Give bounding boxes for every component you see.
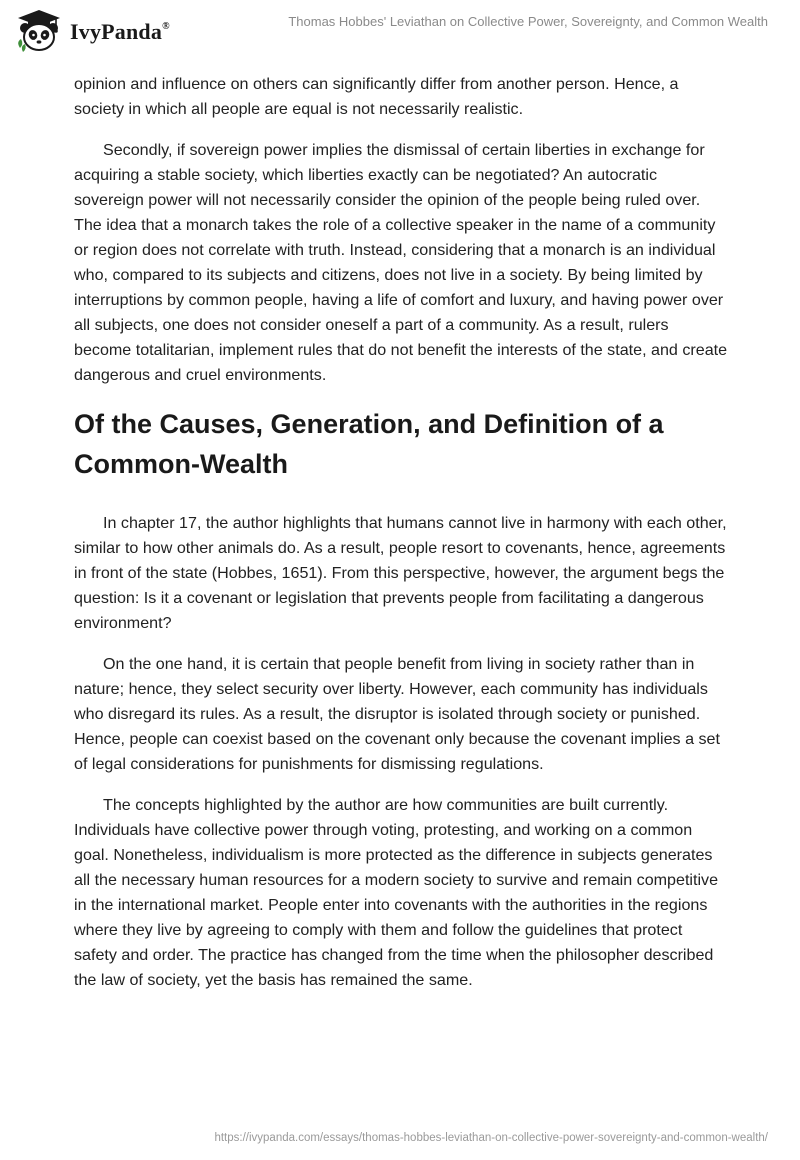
- paragraph-4: On the one hand, it is certain that people benefit from living in society rather than in nature; hence, they select security over liberty. However, each community has individuals who disregard its rules. As a result, the disruptor is isolated through society or punished. Hence, people can coexist based on the covenant only because the covenant implies a set of legal considerations for punishments for dismissing regulations.: [74, 655, 720, 773]
- paragraph-3: In chapter 17, the author highlights that humans cannot live in harmony with each other, similar to how other animals do. As a result, people resort to covenants, hence, agreements in front of the state (Hobbes, 1651). From this perspective, however, the argument begs the question: Is it a covenant or legislation that prevents people from facilitating a dangerous environment?: [74, 514, 727, 632]
- essay-body: [74, 72, 728, 1009]
- logo-wordmark: [70, 19, 170, 45]
- section-heading: Of the Causes, Generation, and Definition of a Common-Wealth: [74, 409, 664, 479]
- document-title: Thomas Hobbes' Leviathan on Collective Power, Sovereignty, and Common Wealth: [288, 14, 768, 29]
- logo-name: IvyPanda: [70, 19, 163, 44]
- page-header: [0, 0, 800, 70]
- panda-graduate-icon: [14, 8, 64, 54]
- paragraph-5: The concepts highlighted by the author are how communities are built currently. Individuals have collective power through voting, protesting, and working on a common goal. Nonetheless, individualism is more protected as the difference in subjects generates all the necessary human resources for a modern society to survive and remain competitive in the international market. People enter into covenants with the authorities in the regions where they live by agreeing to comply with them and follow the guidelines that protect safety and order. The practice has changed from the time when the philosopher described the law of society, yet the basis has remained the same.: [74, 796, 719, 989]
- paragraph-1: opinion and influence on others can significantly differ from another person. Hence, a society in which all people are equal is not necessarily realistic.: [74, 75, 679, 118]
- registered-mark: ®: [162, 20, 170, 32]
- ivypanda-logo[interactable]: [14, 8, 170, 54]
- paragraph-2: Secondly, if sovereign power implies the dismissal of certain liberties in exchange for acquiring a stable society, which liberties exactly can be negotiated? An autocratic sovereign power will not necessarily consider the opinion of the people being ruled over. The idea that a monarch takes the role of a collective speaker in the name of a community or region does not correlate with truth. Instead, considering that a monarch is an individual who, compared to its subjects and citizens, does not live in a society. By being limited by interruptions by common people, having a life of comfort and luxury, and having power over all subjects, one does not consider oneself a part of a community. As a result, rulers become totalitarian, implement rules that do not benefit the interests of the state, and create dangerous and cruel environments.: [74, 141, 728, 384]
- source-url[interactable]: https://ivypanda.com/essays/thomas-hobbes-leviathan-on-collective-power-sovereignty-and-common-wealth/: [214, 1132, 768, 1144]
